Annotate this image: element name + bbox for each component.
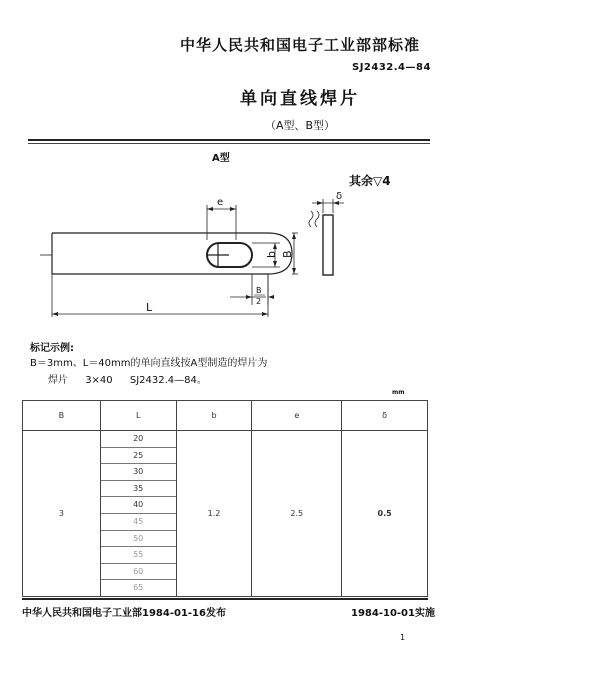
side-view-body — [323, 215, 333, 275]
header-B: B — [23, 401, 101, 431]
issue-date-note: 中华人民共和国电子工业部1984-01-16发布 — [22, 608, 226, 619]
example-mark-std: SJ2432.4—84。 — [129, 375, 207, 386]
cell-L-list — [100, 431, 176, 597]
header-delta: δ — [342, 401, 428, 431]
arrow-B-bottom — [292, 268, 296, 274]
side-view-break-left-2 — [315, 211, 319, 227]
L-value: 45 — [101, 514, 176, 531]
header-e: e — [252, 401, 342, 431]
dim-B-label: B — [281, 250, 294, 258]
example-text: B＝3mm、L＝40mm的单向直线按A型制造的焊片为 — [30, 358, 268, 369]
dim-e-label: e — [217, 197, 224, 208]
dim-b-label: b — [265, 251, 278, 258]
side-view-break-left — [309, 211, 313, 227]
example-heading: 标记示例: — [30, 343, 74, 354]
arrow-half-left — [246, 295, 252, 299]
arrow-e-left — [207, 207, 213, 211]
L-value: 60 — [101, 564, 176, 581]
figure-type-label: A型 — [212, 153, 230, 164]
arrow-b-top — [273, 243, 277, 249]
implementation-date-note: 1984-10-01实施 — [351, 608, 435, 619]
arrow-L-left — [52, 312, 58, 316]
example-marking — [48, 371, 221, 386]
table-row — [23, 431, 428, 597]
document-title: 单向直线焊片 — [240, 89, 360, 109]
L-value: 55 — [101, 547, 176, 564]
standard-code: SJ2432.4—84 — [352, 62, 431, 73]
footer-rule — [22, 598, 428, 600]
table-header-row — [23, 401, 428, 431]
L-value: 25 — [101, 448, 176, 465]
surface-finish-note: 其余▽4 — [349, 174, 391, 188]
L-value: 30 — [101, 464, 176, 481]
header-L: L — [100, 401, 176, 431]
arrow-B-top — [292, 233, 296, 239]
dim-half-denominator: 2 — [256, 297, 262, 306]
spec-table — [22, 400, 428, 597]
organization-title: 中华人民共和国电子工业部部标准 — [179, 36, 420, 54]
dim-half-numerator: B — [256, 286, 262, 295]
L-value: 20 — [101, 431, 176, 448]
header-rule-thin — [28, 143, 430, 144]
L-value: 40 — [101, 497, 176, 514]
L-value: 65 — [133, 583, 144, 593]
header-b: b — [176, 401, 252, 431]
L-value: 35 — [101, 481, 176, 498]
dim-L-label: L — [146, 301, 153, 314]
example-mark-size: 3×40 — [85, 375, 113, 386]
L-value: 50 — [101, 531, 176, 548]
cell-b: 1.2 — [176, 431, 252, 597]
document-subtitle: （A型、B型） — [264, 119, 336, 132]
solder-lug-drawing — [30, 185, 430, 325]
unit-note: mm — [392, 389, 405, 396]
cell-delta: 0.5 — [342, 431, 428, 597]
dim-delta-label: δ — [336, 191, 343, 202]
example-mark-name: 焊片 — [48, 375, 68, 386]
arrow-L-right — [262, 312, 268, 316]
page-number: 1 — [400, 633, 406, 642]
arrow-e-right — [230, 207, 236, 211]
arrow-b-bottom — [273, 261, 277, 267]
arrow-half-right — [268, 295, 274, 299]
arrow-delta-left — [317, 201, 323, 205]
cell-e: 2.5 — [252, 431, 342, 597]
header-rule — [28, 139, 430, 141]
cell-B: 3 — [23, 431, 101, 597]
